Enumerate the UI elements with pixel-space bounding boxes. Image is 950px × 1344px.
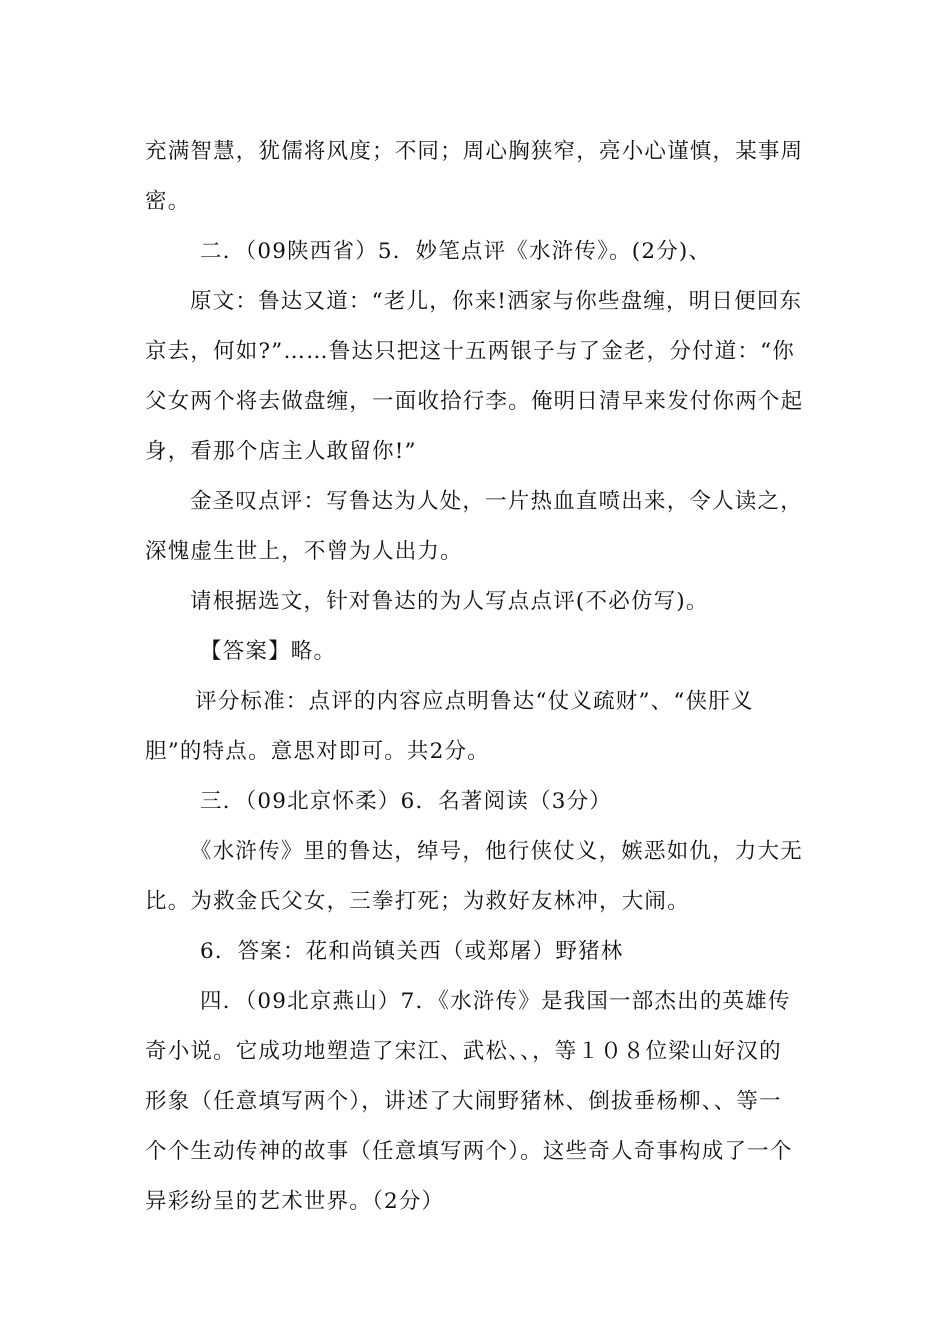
text-line: 父女两个将去做盘缠，一面收拾行李。俺明日清早来发付你两个起	[145, 389, 804, 414]
text-line: 形象（任意填写两个），讲述了大闹野猪林、倒拔垂杨柳、、等一	[145, 1089, 782, 1114]
text-line: 胆”的特点。意思对即可。共2分。	[145, 739, 490, 764]
text-line: 《水浒传》里的鲁达，绰号，他行侠仗义，嫉恶如仇，力大无	[190, 839, 803, 864]
text-line: 金圣叹点评：写鲁达为人处，一片热血直喷出来，令人读之，	[190, 489, 803, 514]
text-line: 异彩纷呈的艺术世界。（2分）	[145, 1189, 445, 1214]
text-line: 原文：鲁达又道：“老儿，你来!洒家与你些盘缠，明日便回东	[190, 289, 803, 314]
question-heading: 二．（09陕西省）5．妙笔点评《水浒传》。(2分)、	[200, 239, 712, 264]
text-line: 京去，何如?”……鲁达只把这十五两银子与了金老，分付道：“你	[145, 339, 796, 364]
text-line: 奇小说。它成功地塑造了宋江、武松、、，等１０８位梁山好汉的	[145, 1039, 782, 1064]
text-line: 深愧虚生世上，不曾为人出力。	[145, 539, 463, 564]
text-line: 充满智慧，犹儒将风度；不同；周心胸狭窄，亮小心谨慎，某事周	[145, 139, 804, 164]
text-line: 密。	[145, 189, 191, 214]
text-line: 身，看那个店主人敢留你!”	[145, 439, 417, 464]
question-heading: 四．（09北京燕山）7．《水浒传》是我国一部杰出的英雄传	[200, 989, 791, 1014]
answer-line: 6．答案：花和尚镇关西（或郑屠）野猪林	[200, 939, 624, 964]
question-heading: 三．（09北京怀柔）6．名著阅读（3分）	[200, 789, 612, 814]
answer-line: 【答案】略。	[200, 639, 337, 664]
text-line: 比。为救金氏父女，三拳打死；为救好友林冲，大闹。	[145, 889, 690, 914]
text-line: 请根据选文，针对鲁达的为人写点点评(不必仿写)。	[190, 589, 709, 614]
text-line: 评分标准：点评的内容应点明鲁达“仗义疏财”、“侠肝义	[195, 689, 754, 714]
text-line: 个个生动传神的故事（任意填写两个）。这些奇人奇事构成了一个	[145, 1139, 793, 1164]
